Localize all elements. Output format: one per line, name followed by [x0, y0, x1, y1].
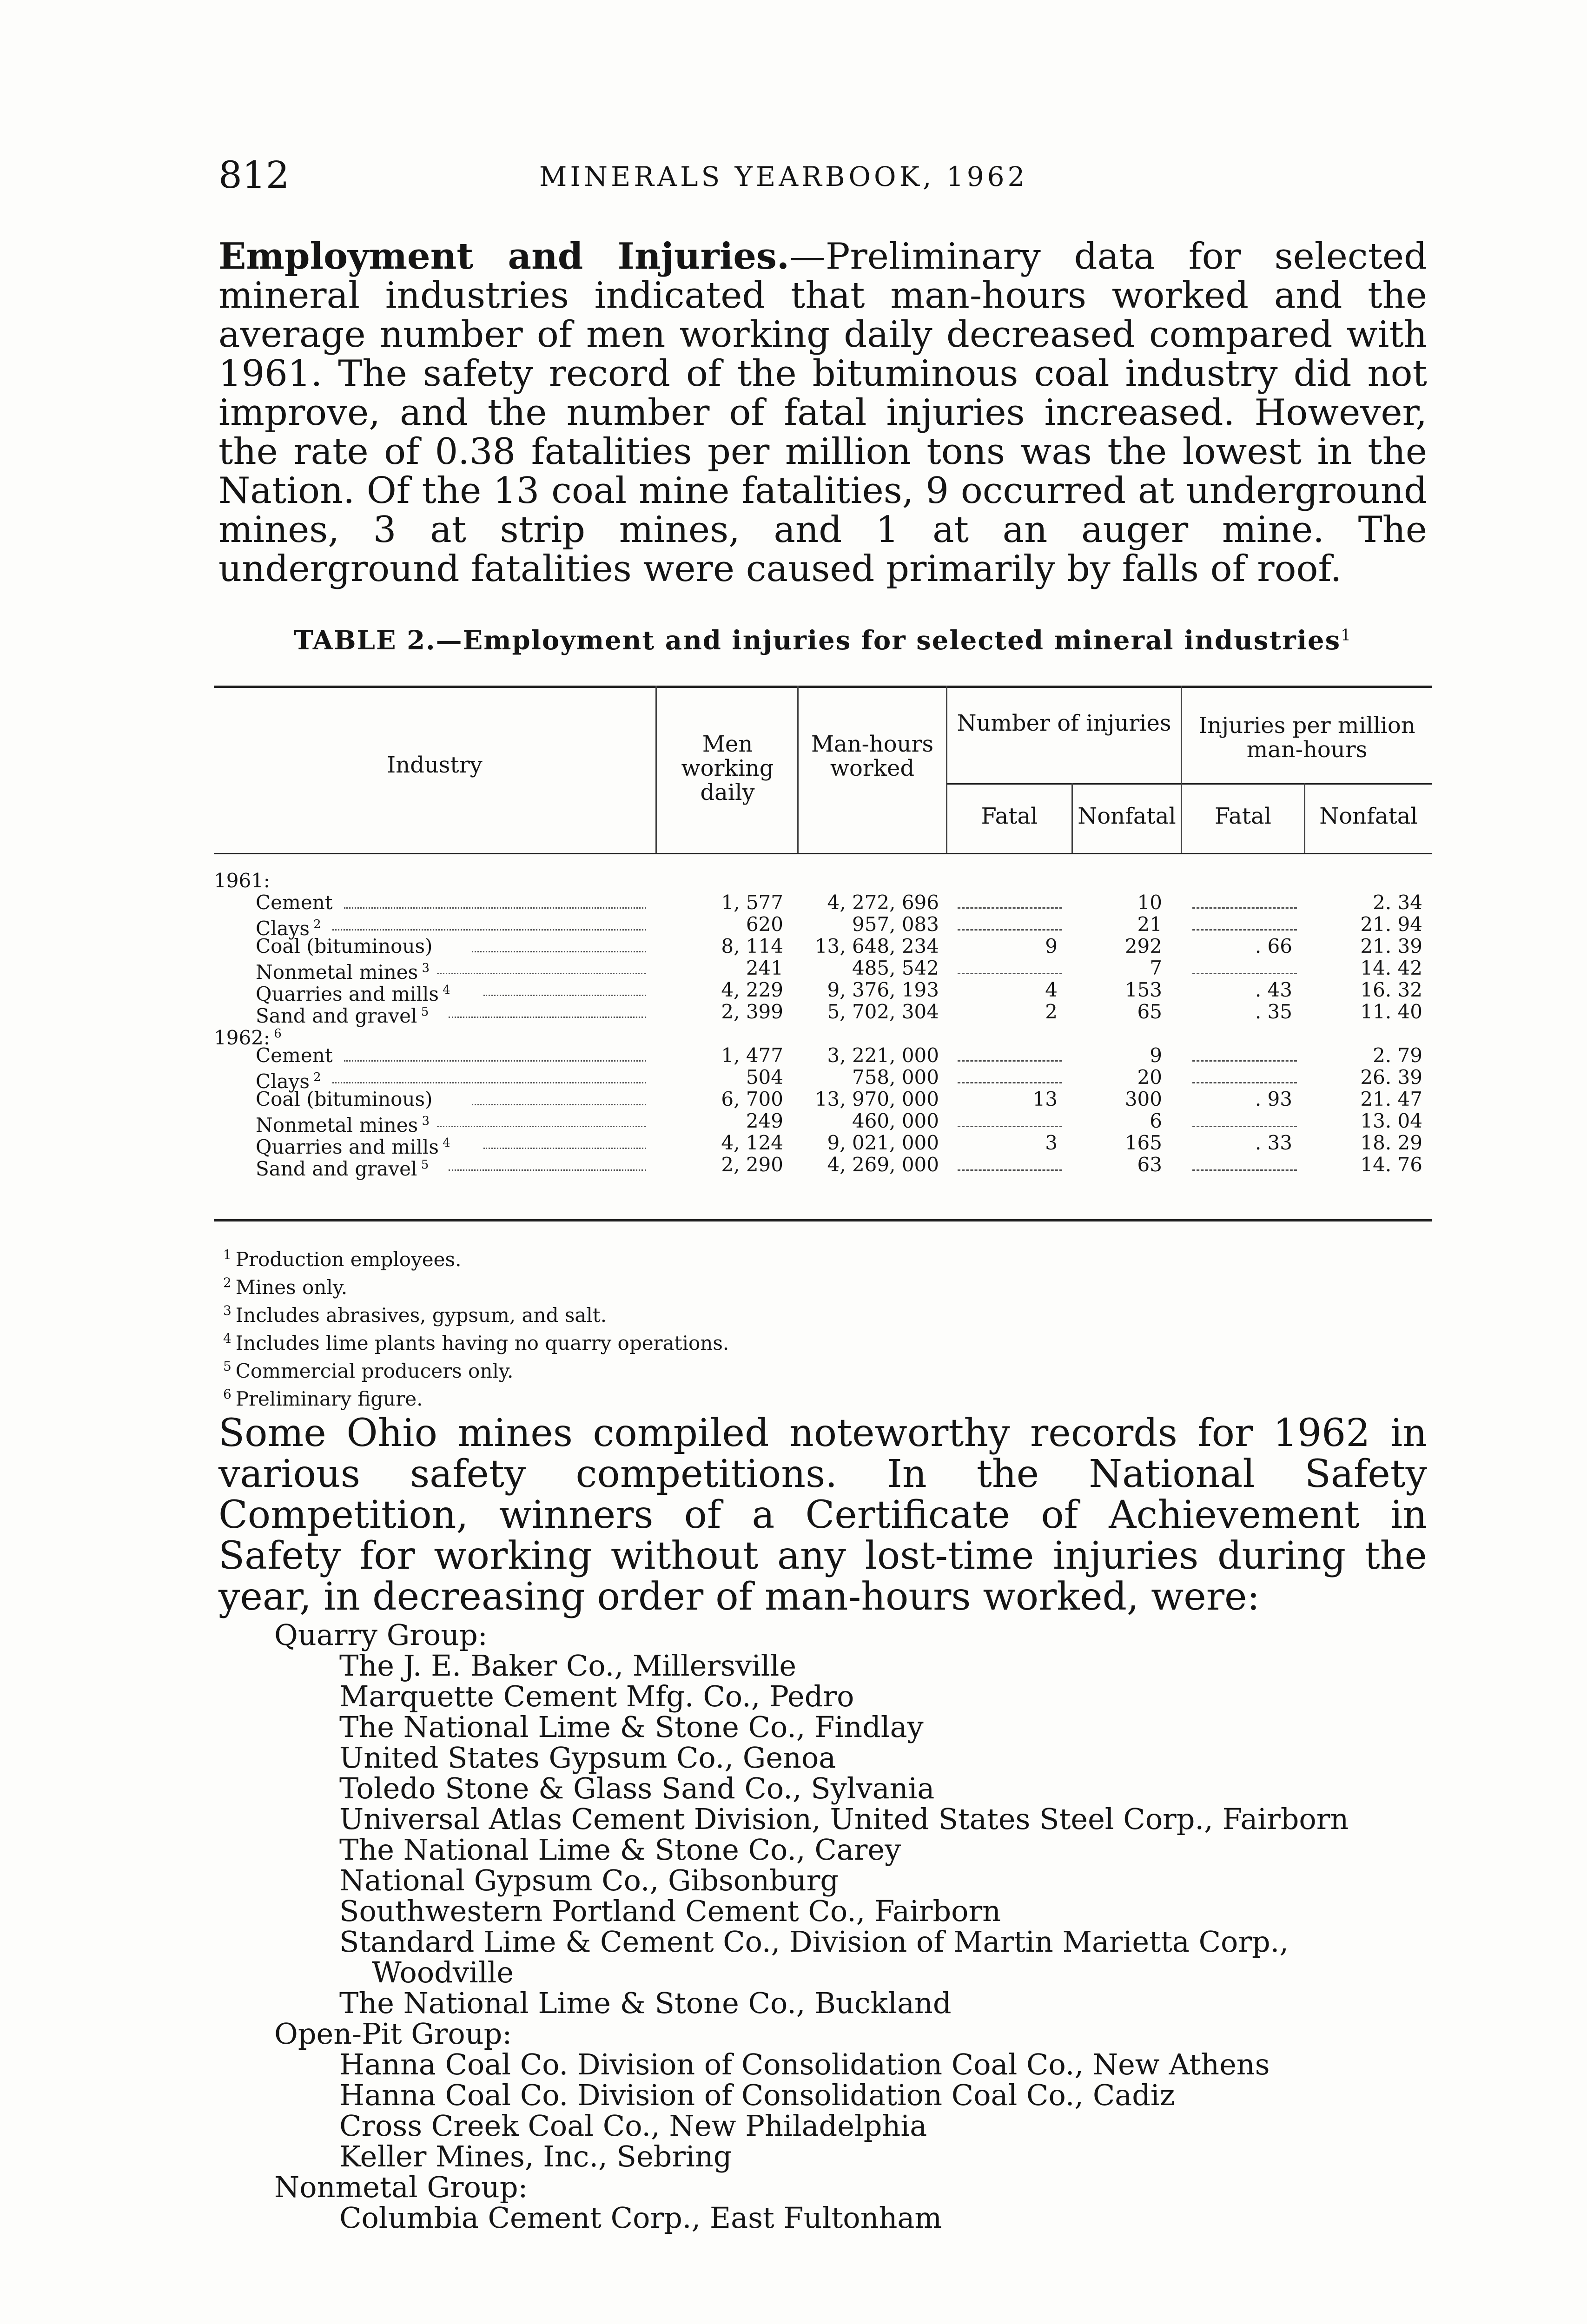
award-winner: The J. E. Baker Co., Millersville: [339, 1649, 797, 1683]
cell-nonfatal: 21: [1137, 913, 1162, 936]
cell-rfatal: . 93: [1255, 1088, 1292, 1110]
cell-hours: 3, 221, 000: [827, 1044, 939, 1067]
table-row: [214, 1000, 1432, 1027]
header-manhours-line: worked: [830, 755, 915, 781]
table-footnotes: [223, 1243, 729, 1411]
cell-nonfatal: 9: [1150, 1044, 1162, 1067]
footnote-text: Production employees.: [235, 1248, 462, 1271]
award-winner: Woodville: [372, 1955, 514, 1989]
row-industry: Clays $^2$: [256, 1070, 321, 1093]
award-winner: National Gypsum Co., Gibsonburg: [339, 1863, 839, 1897]
intro-paragraph: [218, 237, 1427, 588]
cell-empty-rfatal: [1192, 929, 1297, 931]
cell-nonfatal: 6: [1150, 1109, 1162, 1132]
cell-empty-fatal: [958, 1169, 1062, 1171]
footnote-number: 4: [223, 1331, 236, 1346]
header-manhours-line: Man-hours: [811, 731, 934, 757]
footnote: [223, 1299, 729, 1327]
cell-men: 504: [746, 1066, 783, 1089]
leader-dots: [344, 907, 646, 909]
footnote: [223, 1355, 729, 1383]
cell-hours: 957, 083: [852, 913, 939, 936]
award-winner: Universal Atlas Cement Division, United States Steel Corp., Fairborn: [339, 1802, 1349, 1836]
leader-dots: [332, 1082, 646, 1083]
cell-hours: 9, 021, 000: [827, 1131, 939, 1154]
cell-empty-fatal: [958, 907, 1062, 909]
cell-empty-rfatal: [1192, 1082, 1297, 1083]
footnote-text: Mines only.: [235, 1276, 348, 1299]
cell-fatal: 13: [1032, 1088, 1058, 1110]
table-subheader-rule: [946, 783, 1432, 785]
cell-rnonfatal: 11. 40: [1360, 1000, 1422, 1023]
cell-men: 249: [746, 1109, 783, 1132]
leader-dots: [437, 1126, 646, 1127]
table-row: [214, 1044, 1432, 1067]
leader-dots: [437, 973, 646, 974]
cell-nonfatal: 63: [1137, 1153, 1162, 1176]
table-caption-text: TABLE 2.—Employment and injuries for selected mineral industries: [294, 625, 1341, 656]
award-winner: Hanna Coal Co. Division of Consolidation Coal Co., New Athens: [339, 2047, 1270, 2081]
award-winner: Cross Creek Coal Co., New Philadelphia: [339, 2109, 927, 2143]
cell-men: 2, 290: [721, 1153, 783, 1176]
footnote-ref: 2: [309, 1070, 321, 1084]
header-rate-line: man-hours: [1246, 737, 1368, 763]
intro-lead: Employment and Injuries.: [218, 235, 790, 277]
footnote-text: Includes lime plants having no quarry operations.: [235, 1332, 729, 1354]
leader-dots: [483, 995, 646, 996]
table-row: [214, 978, 1432, 1005]
footnote-number: 5: [223, 1359, 236, 1374]
award-winner: United States Gypsum Co., Genoa: [339, 1741, 836, 1775]
row-industry: Clays $^2$: [256, 917, 321, 940]
award-winner: Hanna Coal Co. Division of Consolidation Coal Co., Cadiz: [339, 2078, 1175, 2112]
leader-dots: [449, 1169, 646, 1171]
footnote-number: 6: [223, 1386, 236, 1402]
award-winner: The National Lime & Stone Co., Carey: [339, 1833, 901, 1867]
table-row: [214, 1131, 1432, 1158]
cell-empty-rfatal: [1192, 1126, 1297, 1127]
header-fatal: Fatal: [981, 803, 1038, 829]
award-list: [274, 1620, 1349, 2233]
cell-men: 2, 399: [721, 1000, 783, 1023]
cell-rnonfatal: 21. 94: [1360, 913, 1422, 936]
cell-empty-fatal: [958, 929, 1062, 931]
cell-men: 6, 700: [721, 1088, 783, 1110]
row-year: 1962: $^6$: [214, 1026, 282, 1049]
cell-rfatal: . 43: [1255, 978, 1292, 1001]
cell-hours: 485, 542: [852, 957, 939, 979]
cell-nonfatal: 153: [1124, 978, 1162, 1001]
header-injury-rate: [1182, 713, 1432, 762]
header-men-line: working: [681, 755, 774, 781]
cell-men: 241: [746, 957, 783, 979]
award-group-title: Open-Pit Group:: [274, 2017, 512, 2051]
cell-empty-fatal: [958, 1060, 1062, 1062]
cell-nonfatal: 7: [1150, 957, 1162, 979]
footnote-text: Includes abrasives, gypsum, and salt.: [235, 1304, 607, 1327]
cell-men: 1, 477: [721, 1044, 783, 1067]
award-winner: The National Lime & Stone Co., Findlay: [339, 1710, 924, 1744]
footnote: [223, 1271, 729, 1299]
cell-nonfatal: 65: [1137, 1000, 1162, 1023]
cell-empty-fatal: [958, 973, 1062, 974]
page-number: 812: [218, 153, 290, 197]
cell-nonfatal: 292: [1124, 935, 1162, 957]
row-industry: Nonmetal mines $^3$: [256, 961, 430, 984]
award-winner: Southwestern Portland Cement Co., Fairborn: [339, 1894, 1001, 1928]
table-year-row: [214, 869, 1432, 892]
row-industry: Coal (bituminous): [256, 1088, 433, 1110]
award-group-title: Quarry Group:: [274, 1618, 488, 1652]
award-winner: Toledo Stone & Glass Sand Co., Sylvania: [339, 1771, 935, 1805]
table-caption: [218, 625, 1427, 656]
row-year: 1961:: [214, 869, 271, 892]
cell-fatal: 4: [1045, 978, 1058, 1001]
header-men-line: Men: [702, 731, 753, 757]
table-row: [214, 957, 1432, 984]
cell-empty-rfatal: [1192, 973, 1297, 974]
header-men-line: daily: [700, 779, 755, 805]
cell-rnonfatal: 14. 42: [1360, 957, 1422, 979]
footnote-text: Preliminary figure.: [235, 1387, 423, 1410]
cell-nonfatal: 165: [1124, 1131, 1162, 1154]
cell-hours: 13, 970, 000: [814, 1088, 939, 1110]
cell-fatal: 3: [1045, 1131, 1058, 1154]
cell-hours: 4, 272, 696: [827, 891, 939, 914]
cell-men: 4, 229: [721, 978, 783, 1001]
cell-rfatal: . 66: [1255, 935, 1292, 957]
table-row: [214, 1153, 1432, 1180]
footnote: [223, 1243, 729, 1271]
table-row: [214, 1066, 1432, 1093]
cell-men: 620: [746, 913, 783, 936]
table-row: [214, 1109, 1432, 1136]
cell-hours: 758, 000: [852, 1066, 939, 1089]
leader-dots: [332, 929, 646, 931]
leader-dots: [472, 951, 646, 952]
award-winner: Columbia Cement Corp., East Fultonham: [339, 2201, 942, 2235]
footnote-ref: 3: [418, 961, 430, 975]
footnote-ref: 2: [309, 918, 321, 931]
row-industry: Cement: [256, 891, 333, 914]
cell-hours: 5, 702, 304: [827, 1000, 939, 1023]
row-industry: Nonmetal mines $^3$: [256, 1114, 430, 1136]
row-industry: Quarries and mills $^4$: [256, 1136, 450, 1158]
cell-nonfatal: 300: [1124, 1088, 1162, 1110]
award-winner: Keller Mines, Inc., Sebring: [339, 2139, 732, 2173]
footnote: [223, 1383, 729, 1411]
footnote-ref: 3: [418, 1114, 430, 1128]
cell-hours: 9, 376, 193: [827, 978, 939, 1001]
table-row: [214, 891, 1432, 914]
award-winner: Marquette Cement Mfg. Co., Pedro: [339, 1679, 854, 1713]
cell-fatal: 9: [1045, 935, 1058, 957]
table-row: [214, 1090, 1432, 1108]
cell-rnonfatal: 26. 39: [1360, 1066, 1422, 1089]
ohio-paragraph: Some Ohio mines compiled noteworthy records for 1962 in various safety competitions. In the National Safety Competition, winners of a Certificate of Achievement in Safety for working without any lost-time injuries during the year, in decreasing order of man-hours worked, were:: [218, 1411, 1427, 1619]
table-year-row: [214, 1024, 1432, 1049]
footnote-ref: 4: [438, 983, 450, 997]
footnote-ref: 5: [417, 1158, 429, 1172]
running-title: MINERALS YEARBOOK, 1962: [539, 161, 1028, 192]
cell-hours: 4, 269, 000: [827, 1153, 939, 1176]
cell-empty-fatal: [958, 1126, 1062, 1127]
footnote-ref: 6: [270, 1027, 282, 1041]
cell-rnonfatal: 13. 04: [1360, 1109, 1422, 1132]
cell-rfatal: . 33: [1255, 1131, 1292, 1154]
header-manhours: [799, 732, 946, 780]
cell-men: 8, 114: [721, 935, 783, 957]
cell-hours: 460, 000: [852, 1109, 939, 1132]
header-rate-fatal: Fatal: [1215, 803, 1271, 829]
cell-rnonfatal: 14. 76: [1360, 1153, 1422, 1176]
row-industry: Quarries and mills $^4$: [256, 983, 450, 1005]
cell-empty-fatal: [958, 1082, 1062, 1083]
cell-rnonfatal: 21. 39: [1360, 935, 1422, 957]
header-nonfatal: Nonfatal: [1078, 803, 1176, 829]
header-number-of-injuries: Number of injuries: [957, 710, 1171, 736]
header-rate-nonfatal: Nonfatal: [1319, 803, 1418, 829]
footnote-text: Commercial producers only.: [235, 1360, 514, 1382]
leader-dots: [344, 1060, 646, 1062]
cell-rnonfatal: 2. 34: [1373, 891, 1422, 914]
cell-nonfatal: 10: [1137, 891, 1162, 914]
row-industry: Sand and gravel $^5$: [256, 1157, 429, 1180]
header-men-working: [658, 732, 797, 805]
cell-empty-rfatal: [1192, 907, 1297, 909]
header-industry: Industry: [387, 752, 483, 778]
row-industry: Cement: [256, 1044, 333, 1067]
award-group-title: Nonmetal Group:: [274, 2170, 528, 2204]
award-winner: The National Lime & Stone Co., Buckland: [339, 1986, 952, 2020]
cell-nonfatal: 20: [1137, 1066, 1162, 1089]
cell-rnonfatal: 18. 29: [1360, 1131, 1422, 1154]
table-top-rule: [214, 686, 1432, 688]
footnote: [223, 1327, 729, 1355]
cell-empty-rfatal: [1192, 1169, 1297, 1171]
table-caption-note: 1: [1341, 626, 1352, 645]
footnote-ref: 4: [438, 1136, 450, 1150]
col-divider: [655, 686, 657, 853]
table-row: [214, 937, 1432, 955]
cell-rnonfatal: 2. 79: [1373, 1044, 1422, 1067]
cell-men: 4, 124: [721, 1131, 783, 1154]
cell-rfatal: . 35: [1255, 1000, 1292, 1023]
intro-text: —Preliminary data for selected mineral industries indicated that man-hours worked and the average number of men working daily decreased compared with 1961. The safety record of the bituminous coal industry did not improve, and the number of fatal injuries increased. However, the rate of 0.38 fatalities per million tons was the lowest in the Nation. Of the 13 coal mine fatalities, 9 occurred at underground mines, 3 at strip mines, and 1 at an auger mine. The underground fatalities were caused primarily by falls of roof.: [218, 236, 1428, 590]
cell-hours: 13, 648, 234: [814, 935, 939, 957]
header-rate-line: Injuries per million: [1198, 713, 1415, 739]
footnote-ref: 5: [417, 1005, 429, 1019]
cell-men: 1, 577: [721, 891, 783, 914]
cell-fatal: 2: [1045, 1000, 1058, 1023]
cell-rnonfatal: 16. 32: [1360, 978, 1422, 1001]
table-row: [214, 913, 1432, 940]
row-industry: Coal (bituminous): [256, 935, 433, 957]
leader-dots: [483, 1148, 646, 1149]
row-industry: Sand and gravel $^5$: [256, 1004, 429, 1027]
leader-dots: [449, 1017, 646, 1018]
footnote-number: 1: [223, 1247, 236, 1262]
footnote-number: 3: [223, 1303, 236, 1318]
leader-dots: [472, 1104, 646, 1105]
table-bottom-rule: [214, 1219, 1432, 1221]
cell-empty-rfatal: [1192, 1060, 1297, 1062]
cell-rnonfatal: 21. 47: [1360, 1088, 1422, 1110]
footnote-number: 2: [223, 1275, 236, 1290]
award-winner: Standard Lime & Cement Co., Division of Martin Marietta Corp.,: [339, 1925, 1289, 1959]
page-header: [218, 153, 1427, 205]
table-header-rule: [214, 853, 1432, 854]
